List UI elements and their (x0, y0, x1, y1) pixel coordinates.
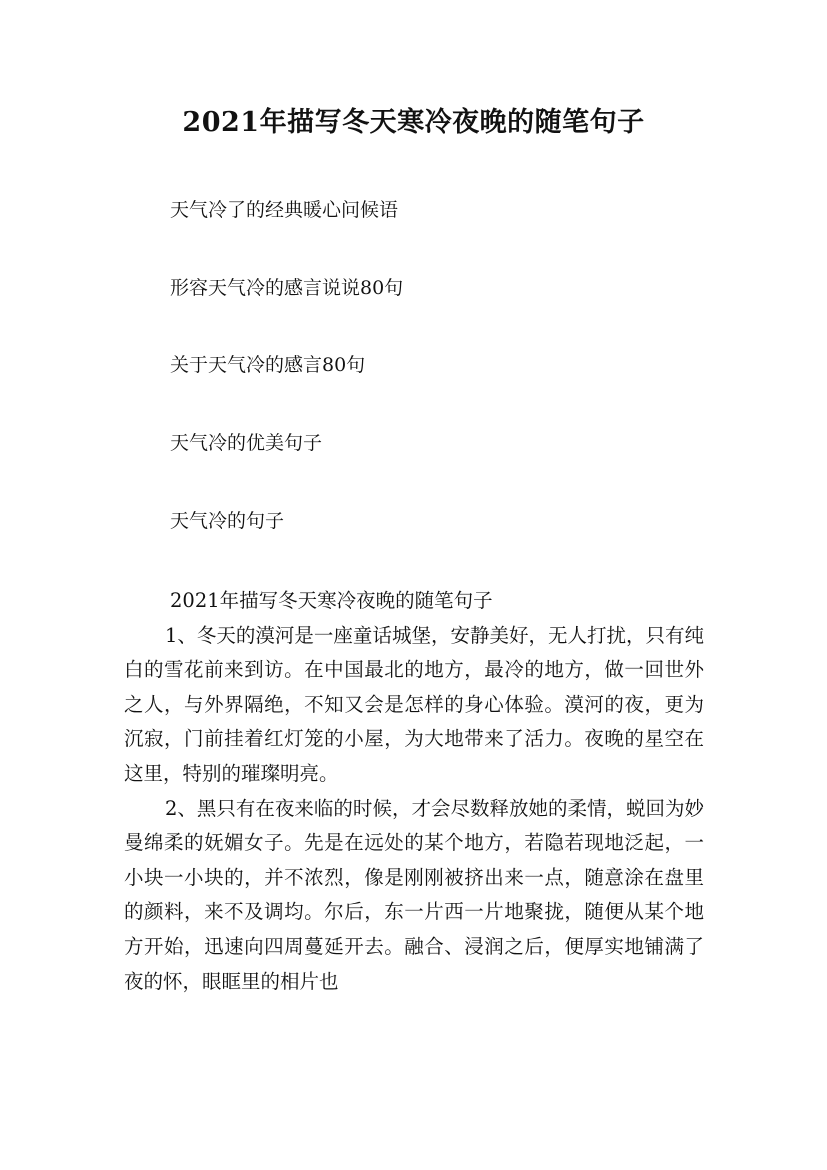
related-link-3[interactable]: 关于天气冷的感言80句 (170, 354, 366, 376)
article-heading: 2021年描写冬天寒冷夜晚的随笔句子 (170, 589, 493, 612)
related-link-2[interactable]: 形容天气冷的感言说说80句 (170, 277, 404, 299)
article-paragraph-1: 1、冬天的漠河是一座童话城堡，安静美好，无人打扰，只有纯白的雪花前来到访。在中国最北的地方，最冷的地方，做一回世外之人，与外界隔绝，不知又会是怎样的身心体验。漠河的夜，更为沉寂，门前挂着红灯笼的小屋，为大地带来了活力。夜晚的星空在这里，特别的璀璨明亮。 (124, 623, 704, 785)
related-link-1[interactable]: 天气冷了的经典暖心问候语 (170, 199, 399, 221)
article-body (124, 584, 704, 999)
related-link-4[interactable]: 天气冷的优美句子 (170, 432, 323, 454)
page-title: 2021年描写冬天寒冷夜晚的随笔句子 (182, 107, 645, 138)
article-paragraph-2: 2、黑只有在夜来临的时候，才会尽数释放她的柔情，蜕回为妙曼绵柔的妩媚女子。先是在远处的某个地方，若隐若现地泛起，一小块一小块的，并不浓烈，像是刚刚被挤出来一点，随意涂在盘里的颜料，来不及调均。尔后，东一片西一片地聚拢，随便从某个地方开始，迅速向四周蔓延开去。融合、浸润之后，便厚实地铺满了夜的怀，眼眶里的相片也 (124, 796, 704, 993)
related-link-5[interactable]: 天气冷的句子 (170, 510, 285, 532)
